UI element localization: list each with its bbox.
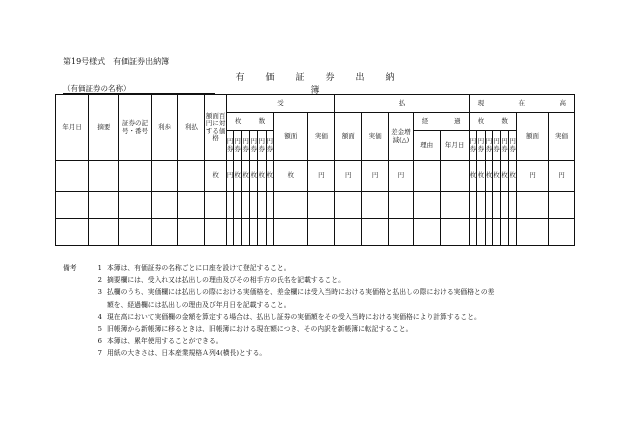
header-denom: 円券 — [241, 131, 250, 161]
header-progress-date: 年月日 — [440, 131, 469, 161]
header-balance-face: 額面 — [516, 113, 548, 161]
note-item: 7 用紙の大きさは、日本産業規格Ａ列4(横長)とする。 — [97, 349, 267, 358]
header-progress: 経 過 — [413, 113, 469, 131]
header-interest-rate: 利歩 — [151, 95, 178, 161]
ledger-row — [56, 192, 575, 219]
securities-name-label: （有価証券の名称） — [63, 84, 131, 93]
header-denom: 円券 — [257, 131, 266, 161]
unit-sheets: 枚 — [274, 161, 308, 192]
unit-sheets: 枚 — [250, 161, 258, 192]
note-item: 6 本簿は、累年使用することができる。 — [97, 337, 223, 346]
header-symbol-number: 証券の記号・番号 — [119, 95, 151, 161]
header-denom: 円券 — [477, 131, 486, 161]
header-received-actual: 実価 — [308, 113, 335, 161]
note-item: 5 旧帳簿から新帳簿に移るときは、旧帳簿における現在額につき、その内訳を新帳簿に転記すること。 — [97, 325, 413, 334]
unit-yen: 円 — [549, 161, 575, 192]
note-item: 2 摘要欄には、受入れ又は払出しの理由及びその相手方の氏名を記載すること。 — [97, 276, 345, 285]
unit-sheets: 枚 — [257, 161, 266, 192]
header-denom: 円券 — [266, 131, 274, 161]
securities-ledger-table — [55, 94, 575, 246]
header-received-count: 枚 数 — [226, 113, 273, 131]
header-denom: 円券 — [234, 131, 242, 161]
header-balance: 現 在 高 — [469, 95, 574, 113]
header-denom: 円券 — [226, 131, 234, 161]
note-item: 4 現在高において実価欄の金額を算定する場合は、払出し証券の実価額をその受入当時における実価格により計算すること。 — [97, 312, 481, 321]
header-received-face: 額面 — [274, 113, 308, 161]
unit-sheets: 枚 — [500, 161, 509, 192]
header-paid-face: 額面 — [335, 113, 362, 161]
header-summary: 摘要 — [89, 95, 119, 161]
unit-sheets: 枚 — [266, 161, 274, 192]
unit-yen: 円 — [226, 161, 234, 192]
header-date: 年月日 — [56, 95, 89, 161]
unit-yen: 円 — [308, 161, 335, 192]
header-denom: 円券 — [500, 131, 509, 161]
note-item: 備考 1 本簿は、有価証券の名称ごとに口座を設けて登記すること。 — [63, 262, 583, 274]
form-number: 第19号様式 有価証券出納簿 — [63, 57, 170, 66]
note-item: 額を、経過欄には払出しの理由及び年月日を記載すること。 — [107, 300, 291, 309]
header-received: 受 — [226, 95, 334, 113]
header-paid: 払 — [335, 95, 469, 113]
header-denom: 円券 — [493, 131, 501, 161]
header-interest-payment: 利払 — [178, 95, 205, 161]
unit-sheets: 枚 — [469, 161, 477, 192]
unit-sheets: 枚 — [205, 161, 226, 192]
header-denom: 円券 — [250, 131, 258, 161]
header-paid-actual: 実価 — [362, 113, 389, 161]
header-reason: 理由 — [413, 131, 440, 161]
unit-sheets: 枚 — [485, 161, 493, 192]
header-difference: 差金増減(△) — [389, 113, 414, 161]
header-denom: 円券 — [485, 131, 493, 161]
unit-sheets: 枚 — [509, 161, 517, 192]
note-item: 3 払欄のうち、実価欄には払出しの際における実価格を、差金欄には受入当時における実価格と払出しの際における実価格との差 — [97, 288, 495, 297]
unit-yen: 円 — [335, 161, 362, 192]
unit-yen: 円 — [362, 161, 389, 192]
unit-sheets: 枚 — [493, 161, 501, 192]
unit-sheets: 枚 — [241, 161, 250, 192]
unit-sheets: 枚 — [234, 161, 242, 192]
header-price-per-100: 額面百円に対する価格 — [205, 95, 226, 161]
notes-section — [63, 262, 583, 360]
unit-yen: 円 — [516, 161, 548, 192]
header-denom: 円券 — [509, 131, 517, 161]
document-title: 有 価 証 券 出 納 簿 — [235, 73, 416, 96]
ledger-row — [56, 219, 575, 246]
unit-sheets: 枚 — [477, 161, 486, 192]
header-denom: 円券 — [469, 131, 477, 161]
unit-yen: 円 — [389, 161, 414, 192]
header-balance-count: 枚 数 — [469, 113, 516, 131]
notes-label: 備考 — [63, 264, 77, 272]
header-balance-actual: 実価 — [549, 113, 575, 161]
